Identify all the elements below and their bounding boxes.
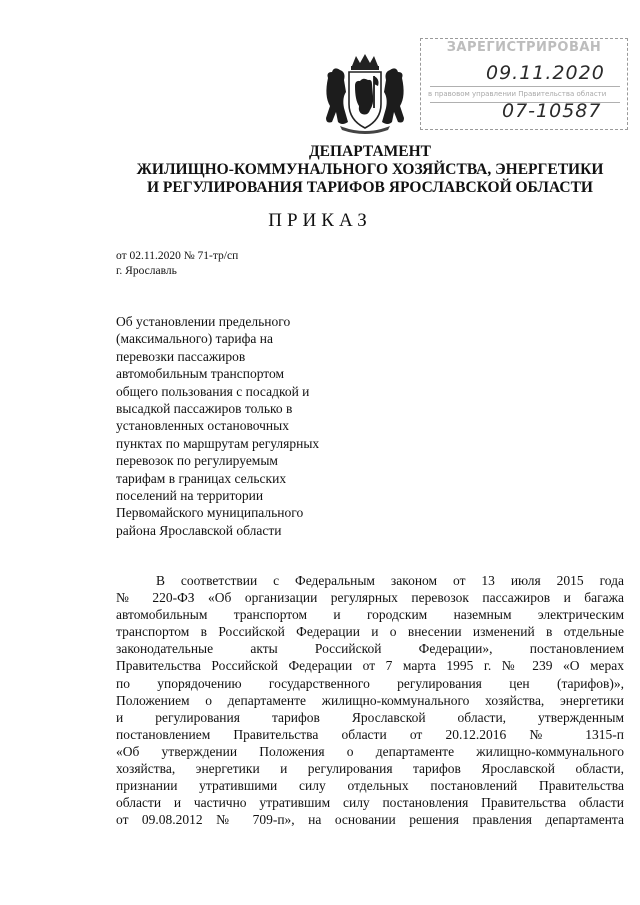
- body-line: «Об утверждении Положения о департаменте жилищно-коммунального: [116, 743, 624, 759]
- document-title: ПРИКАЗ: [268, 210, 372, 231]
- registration-stamp: [416, 30, 632, 150]
- body-line: от 09.08.2012 № 709-п», на основании решения правления департамента: [116, 812, 624, 828]
- body-line: и регулирования тарифов Ярославской области, утвержденным: [116, 709, 624, 725]
- body-line: автомобильным транспортом и городским наземным электрическим: [116, 607, 624, 623]
- order-date-number: от 02.11.2020 № 71-тр/сп: [116, 250, 239, 262]
- subject-line: общего пользования с посадкой и: [116, 383, 310, 399]
- coat-of-arms-icon: [322, 52, 408, 136]
- body-line: В соответствии с Федеральным законом от 13 июля 2015 года: [156, 573, 624, 588]
- body-line: области и частично утратившим силу постановления Правительства области: [116, 795, 624, 811]
- subject-line: Об установлении предельного: [116, 314, 291, 329]
- order-body-paragraph: [116, 572, 624, 828]
- subject-line: района Ярославской области: [116, 522, 282, 538]
- department-heading: И РЕГУЛИРОВАНИЯ ТАРИФОВ ЯРОСЛАВСКОЙ ОБЛАСТИ: [147, 179, 593, 196]
- body-line: Правительства Российской Федерации от 7 марта 1995 г. № 239 «О мерах: [116, 658, 624, 674]
- body-line: транспортом в Российской Федерации и о внесении изменений в отдельные: [116, 624, 624, 640]
- body-line: Положением о департаменте жилищно-коммунального хозяйства, энергетики: [116, 692, 624, 708]
- department-heading: ЖИЛИЩНО-КОММУНАЛЬНОГО ХОЗЯЙСТВА, ЭНЕРГЕТИКИ: [136, 161, 604, 178]
- stamp-divider: [430, 86, 620, 87]
- subject-line: установленных остановочных: [116, 418, 289, 434]
- order-city: г. Ярославль: [116, 265, 177, 277]
- stamp-title: ЗАРЕГИСТРИРОВАН: [446, 40, 602, 55]
- department-heading: ДЕПАРТАМЕНТ: [308, 143, 432, 160]
- subject-line: тарифам в границах сельских: [116, 470, 287, 486]
- subject-line: высадкой пассажиров только в: [116, 401, 293, 417]
- body-line: признании утратившими силу отдельных постановлений Правительства: [116, 778, 624, 794]
- body-line: № 220-ФЗ «Об организации регулярных перевозок пассажиров и багажа: [116, 590, 624, 606]
- stamp-number: 07-10587: [502, 100, 602, 122]
- stamp-caption: в правовом управлении Правительства области: [428, 90, 607, 98]
- stamp-date: 09.11.2020: [486, 62, 605, 84]
- body-line: законодательные акты Российской Федерации», постановлением: [116, 641, 624, 657]
- subject-line: поселений на территории: [116, 488, 264, 504]
- subject-line: (максимального) тарифа на: [116, 331, 273, 347]
- order-subject: [116, 313, 376, 539]
- subject-line: Первомайского муниципального: [116, 505, 304, 521]
- body-line: постановлением Правительства области от 20.12.2016 № 1315-п: [116, 726, 624, 742]
- subject-line: перевозки пассажиров: [116, 348, 246, 364]
- body-line: хозяйства, энергетики и регулирования тарифов Ярославской области,: [116, 761, 624, 777]
- subject-line: автомобильным транспортом: [116, 366, 285, 382]
- body-line: по упорядочению государственного регулирования цен (тарифов)»,: [116, 675, 624, 691]
- subject-line: пунктах по маршрутам регулярных: [116, 435, 320, 451]
- subject-line: перевозок по регулируемым: [116, 453, 278, 469]
